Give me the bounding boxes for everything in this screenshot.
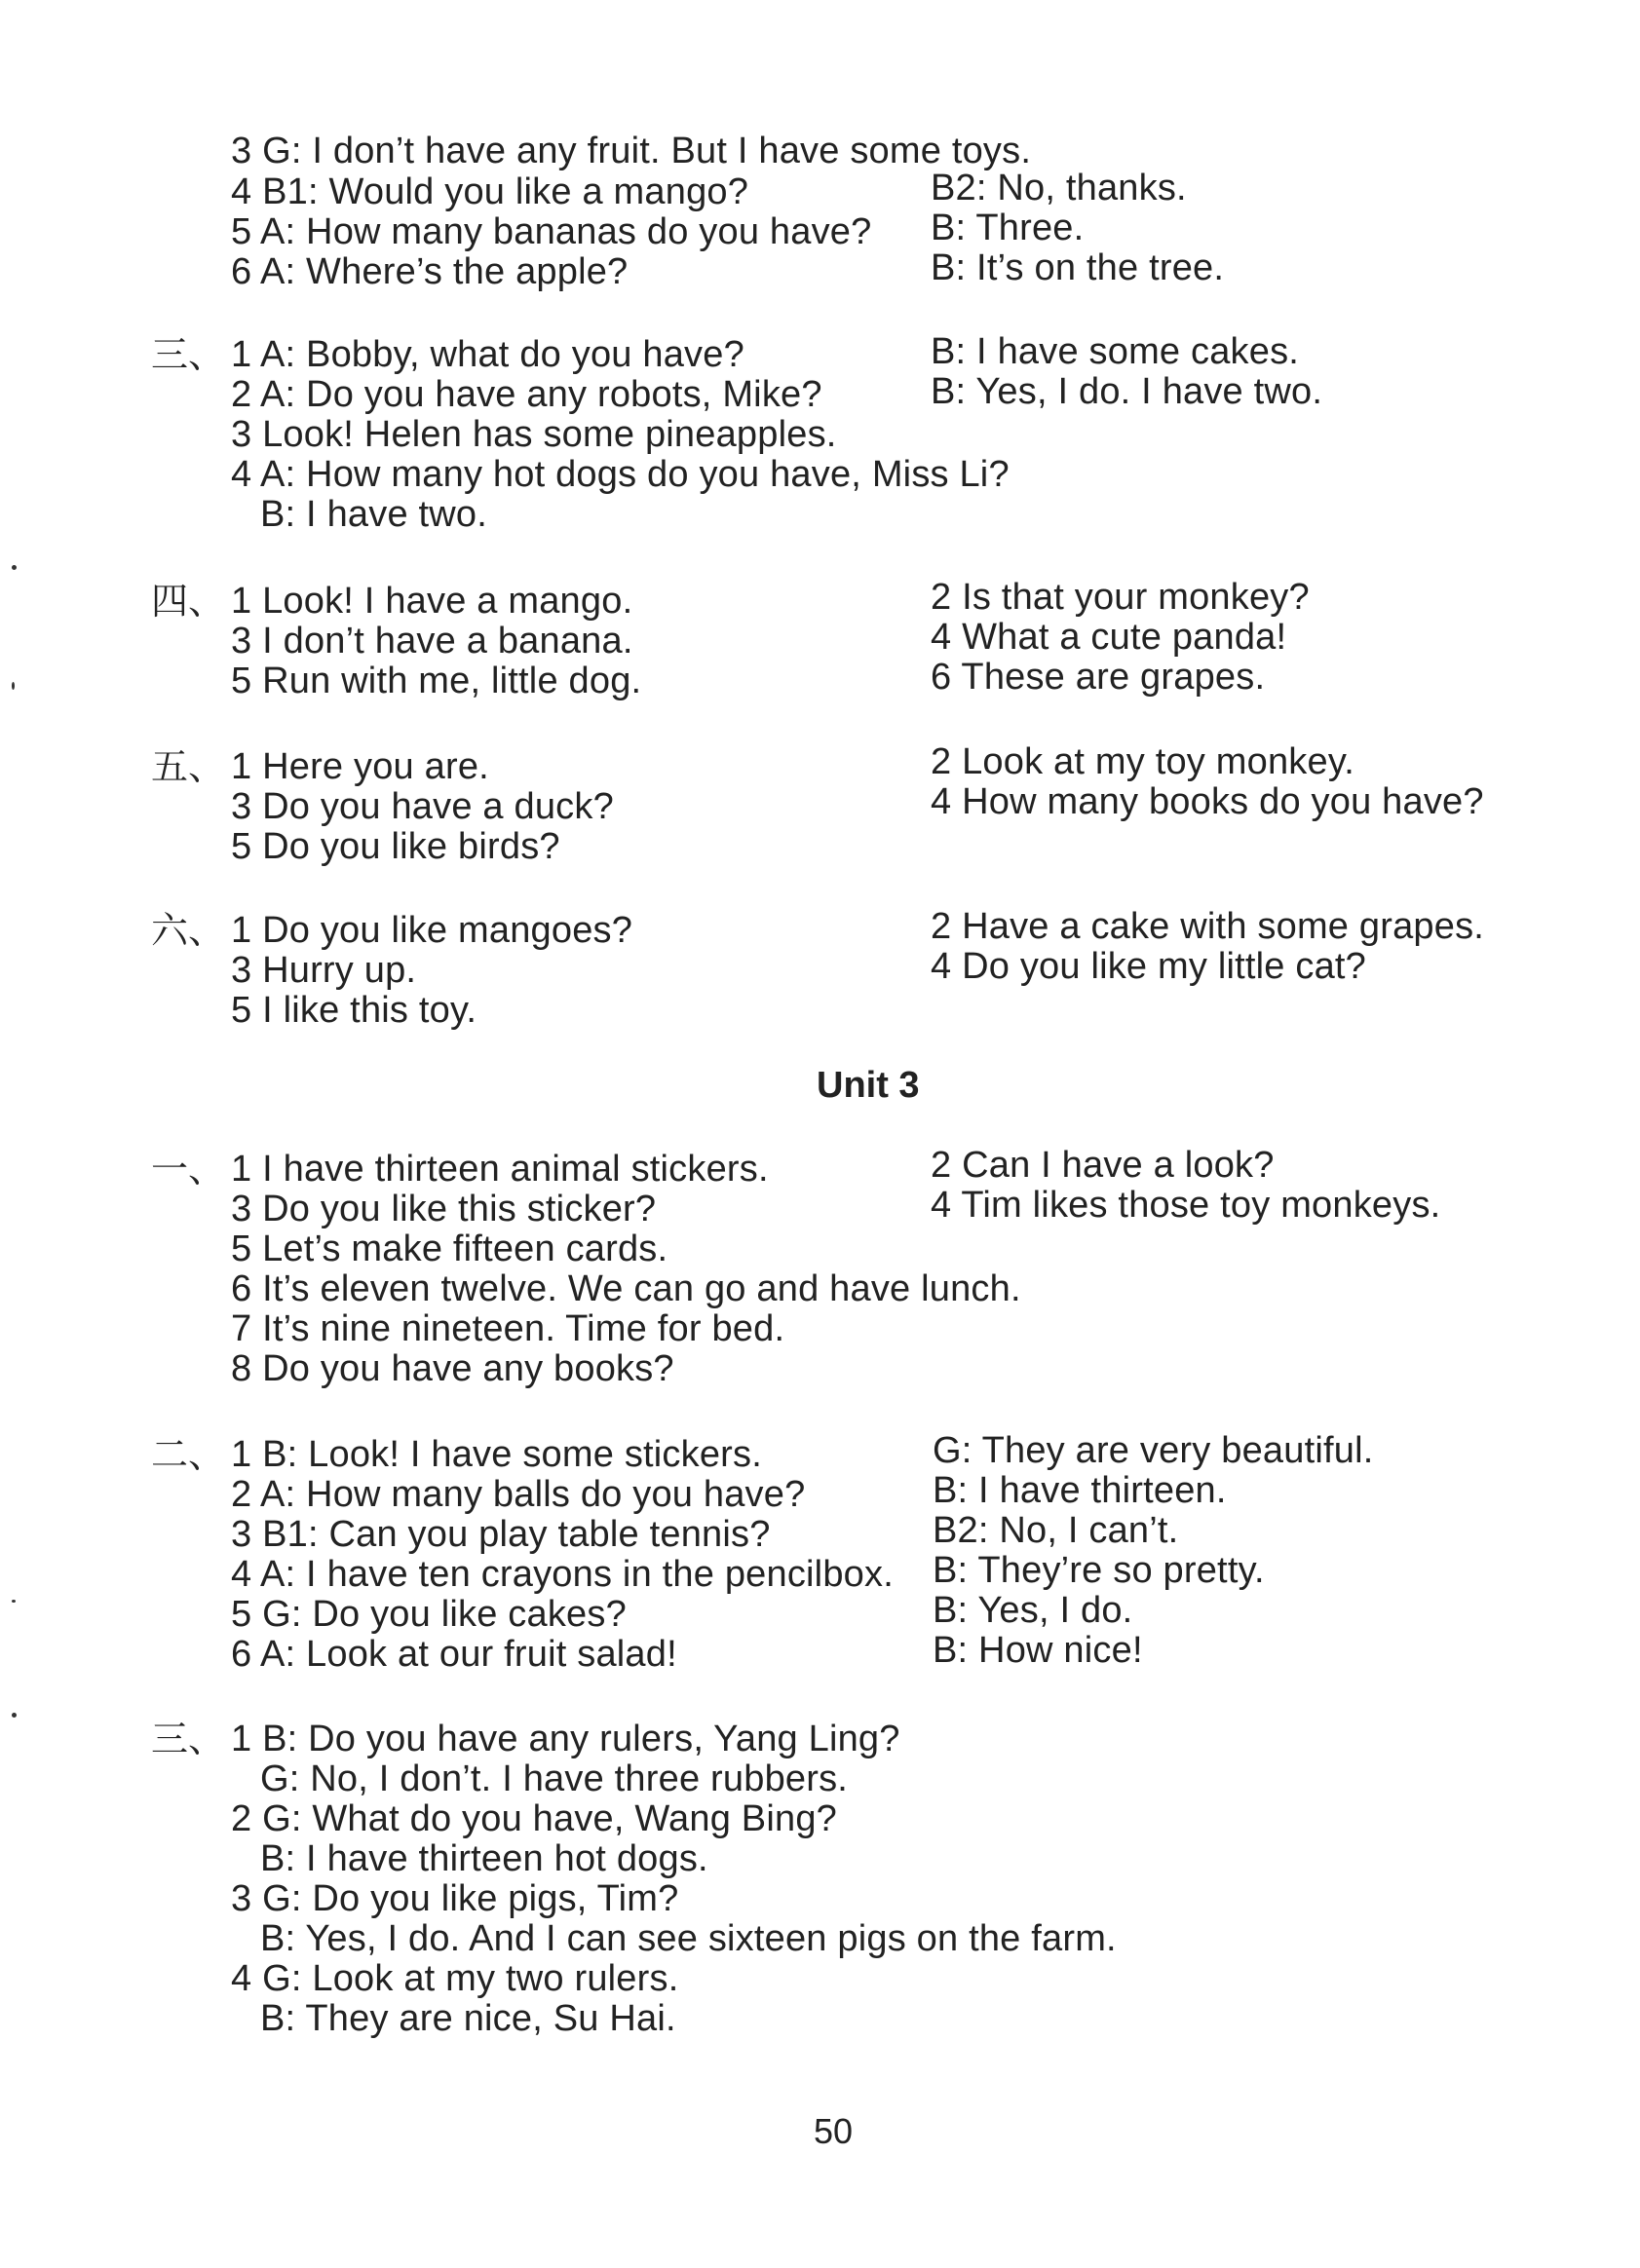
- u3-s1-line-2: 2 Can I have a look?: [931, 1145, 1275, 1186]
- u3-s3-line-2a: 2 G: What do you have, Wang Bing?: [231, 1798, 837, 1839]
- u2-s2-line-6a: 6 A: Where’s the apple?: [231, 251, 629, 292]
- u3-s2-line-4a: 4 A: I have ten crayons in the pencilbox.: [231, 1554, 894, 1595]
- u2-s2-line-3: 3 G: I don’t have any fruit. But I have some toys.: [231, 131, 1032, 171]
- u3-s1-line-7: 7 It’s nine nineteen. Time for bed.: [231, 1308, 785, 1349]
- u3-s2-line-3b: B2: No, I can’t.: [933, 1510, 1179, 1551]
- u2-section-4-label: 四、: [151, 580, 226, 623]
- u2-section-6-label: 六、: [151, 909, 226, 952]
- u3-s3-line-3a: 3 G: Do you like pigs, Tim?: [231, 1878, 679, 1919]
- u3-s3-line-4a: 4 G: Look at my two rulers.: [231, 1958, 679, 1999]
- u2-s6-line-5: 5 I like this toy.: [231, 990, 477, 1031]
- unit-3-title: Unit 3: [817, 1065, 920, 1106]
- u2-s3-line-3: 3 Look! Helen has some pineapples.: [231, 414, 837, 455]
- u3-s1-line-5: 5 Let’s make fifteen cards.: [231, 1228, 668, 1269]
- u3-s2-line-3a: 3 B1: Can you play table tennis?: [231, 1514, 771, 1555]
- u3-s2-line-1b: G: They are very beautiful.: [933, 1430, 1374, 1471]
- u3-s1-line-1: 1 I have thirteen animal stickers.: [231, 1149, 769, 1190]
- u2-s6-line-1: 1 Do you like mangoes?: [231, 910, 633, 951]
- scan-speck: [12, 1713, 17, 1718]
- u3-s1-line-6: 6 It’s eleven twelve. We can go and have lunch.: [231, 1268, 1021, 1309]
- u2-s3-line-1b: B: I have some cakes.: [931, 331, 1300, 372]
- u3-s3-line-1a: 1 B: Do you have any rulers, Yang Ling?: [231, 1719, 900, 1759]
- u2-s3-line-1a: 1 A: Bobby, what do you have?: [231, 334, 744, 375]
- u3-s2-line-5b: B: Yes, I do.: [933, 1590, 1133, 1631]
- u2-s3-line-2b: B: Yes, I do. I have two.: [931, 371, 1323, 412]
- u3-s2-line-4b: B: They’re so pretty.: [933, 1550, 1265, 1591]
- u3-s2-line-6b: B: How nice!: [933, 1630, 1143, 1671]
- u2-s6-line-2: 2 Have a cake with some grapes.: [931, 906, 1485, 947]
- u2-s2-line-5b: B: Three.: [931, 208, 1085, 248]
- u2-s5-line-2: 2 Look at my toy monkey.: [931, 741, 1354, 782]
- scan-speck: [12, 565, 17, 570]
- u2-section-3-label: 三、: [151, 333, 226, 376]
- u3-s1-line-4: 4 Tim likes those toy monkeys.: [931, 1185, 1441, 1226]
- u2-s2-line-6b: B: It’s on the tree.: [931, 247, 1225, 288]
- u2-s5-line-3: 3 Do you have a duck?: [231, 786, 614, 827]
- u3-s2-line-1a: 1 B: Look! I have some stickers.: [231, 1434, 762, 1475]
- u3-section-1-label: 一、: [151, 1148, 226, 1191]
- u3-s3-line-2b: B: I have thirteen hot dogs.: [260, 1838, 708, 1879]
- u2-s6-line-4: 4 Do you like my little cat?: [931, 946, 1366, 987]
- u3-s1-line-8: 8 Do you have any books?: [231, 1348, 674, 1389]
- page-number: 50: [814, 2111, 854, 2151]
- u2-s5-line-4: 4 How many books do you have?: [931, 781, 1484, 822]
- u2-s2-line-4b: B2: No, thanks.: [931, 168, 1187, 208]
- u2-s3-line-4b: B: I have two.: [260, 494, 488, 535]
- u2-s4-line-3: 3 I don’t have a banana.: [231, 621, 633, 662]
- u3-s2-line-6a: 6 A: Look at our fruit salad!: [231, 1634, 677, 1675]
- u2-s6-line-3: 3 Hurry up.: [231, 950, 417, 991]
- u3-s3-line-3b: B: Yes, I do. And I can see sixteen pigs on the farm.: [260, 1918, 1117, 1959]
- u2-s2-line-5a: 5 A: How many bananas do you have?: [231, 211, 872, 252]
- u3-s2-line-2b: B: I have thirteen.: [933, 1470, 1227, 1511]
- u3-s2-line-2a: 2 A: How many balls do you have?: [231, 1474, 806, 1515]
- u2-section-5-label: 五、: [151, 745, 226, 788]
- u2-s5-line-5: 5 Do you like birds?: [231, 826, 560, 867]
- u2-s4-line-1: 1 Look! I have a mango.: [231, 581, 633, 622]
- u2-s3-line-4a: 4 A: How many hot dogs do you have, Miss Li?: [231, 454, 1010, 495]
- u2-s4-line-6: 6 These are grapes.: [931, 657, 1266, 698]
- u3-s2-line-5a: 5 G: Do you like cakes?: [231, 1594, 627, 1635]
- u3-s3-line-4b: B: They are nice, Su Hai.: [260, 1998, 676, 2039]
- u3-section-2-label: 二、: [151, 1433, 226, 1476]
- scan-speck: [12, 682, 15, 690]
- u2-s4-line-4: 4 What a cute panda!: [931, 617, 1287, 658]
- u2-s4-line-5: 5 Run with me, little dog.: [231, 661, 642, 701]
- u2-s4-line-2: 2 Is that your monkey?: [931, 577, 1310, 618]
- u3-section-3-label: 三、: [151, 1718, 226, 1760]
- u3-s1-line-3: 3 Do you like this sticker?: [231, 1189, 657, 1229]
- u2-s2-line-4a: 4 B1: Would you like a mango?: [231, 171, 749, 212]
- scan-speck: [12, 1600, 16, 1603]
- u3-s3-line-1b: G: No, I don’t. I have three rubbers.: [260, 1758, 849, 1799]
- u2-s3-line-2a: 2 A: Do you have any robots, Mike?: [231, 374, 822, 415]
- u2-s5-line-1: 1 Here you are.: [231, 746, 489, 787]
